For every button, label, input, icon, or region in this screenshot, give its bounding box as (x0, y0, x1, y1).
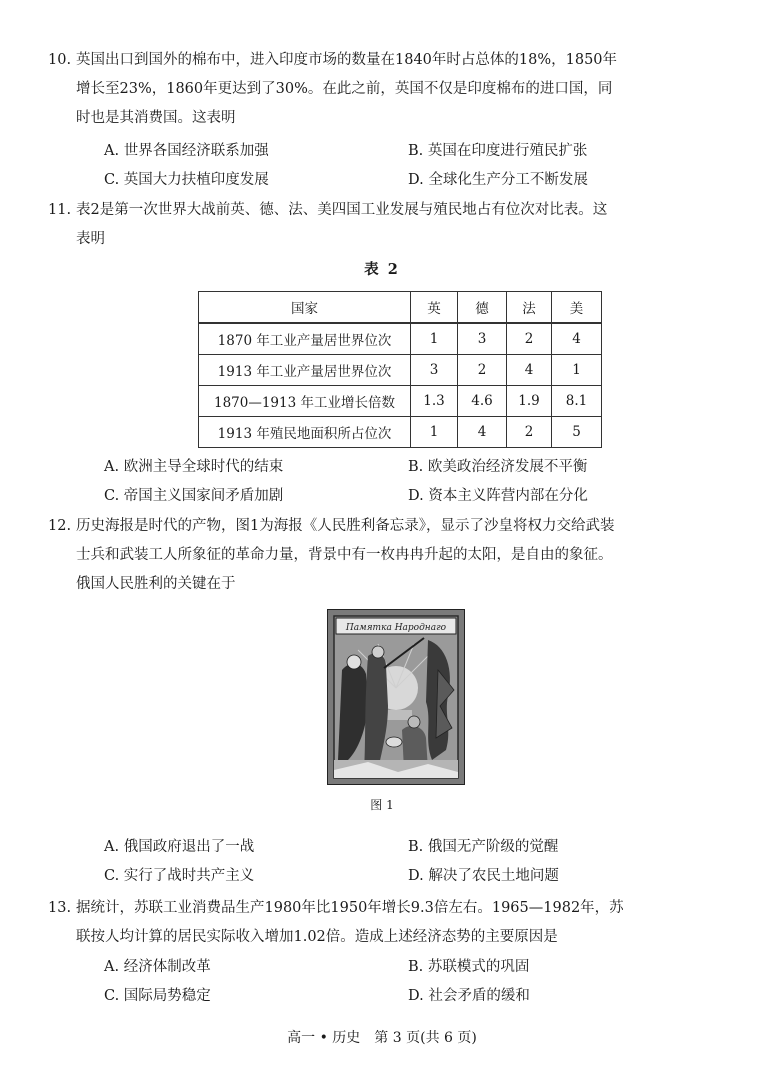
question-number: 10. (48, 52, 72, 68)
table-row (199, 323, 602, 355)
question-line: 历史海报是时代的产物，图1为海报《人民胜利备忘录》，显示了沙皇将权力交给武装 (76, 518, 615, 534)
table-row (199, 386, 602, 417)
table-header-cell: 法 (507, 292, 552, 324)
question-line: 增长至23%，1860年更达到了30%。在此之前，英国不仅是印度棉布的进口国，同 (76, 81, 613, 97)
option-c[interactable]: C. 英国大力扶植印度发展 (104, 172, 269, 188)
question-12 (48, 512, 716, 599)
table-cell: 3 (458, 323, 507, 355)
poster-banner-text: Памятка Народнаго (345, 623, 447, 633)
option-d[interactable]: D. 资本主义阵营内部在分化 (408, 488, 588, 504)
question-line: 据统计，苏联工业消费品生产1980年比1950年增长9.3倍左右。1965—1982年，苏 (76, 900, 624, 916)
question-11-options (104, 453, 704, 511)
option-a[interactable]: A. 欧洲主导全球时代的结束 (104, 459, 284, 475)
table-header-row (199, 292, 602, 324)
table-cell: 1.3 (411, 386, 458, 417)
table-cell: 1913 年殖民地面积所占位次 (199, 417, 411, 448)
table-cell: 1.9 (507, 386, 552, 417)
question-line: 表明 (76, 231, 105, 247)
question-10 (48, 46, 716, 133)
question-13 (48, 894, 716, 952)
question-12-options (104, 833, 704, 891)
question-line: 士兵和武装工人所象征的革命力量，背景中有一枚冉冉升起的太阳，是自由的象征。 (76, 547, 613, 563)
poster-image (327, 609, 465, 785)
question-number: 11. (48, 202, 72, 218)
option-c[interactable]: C. 实行了战时共产主义 (104, 868, 255, 884)
table-cell: 2 (458, 355, 507, 386)
table-cell: 1 (411, 323, 458, 355)
question-line: 英国出口到国外的棉布中，进入印度市场的数量在1840年时占总体的18%，1850年 (76, 52, 618, 68)
poster-illustration (328, 610, 464, 784)
table-header-cell: 英 (411, 292, 458, 324)
option-d[interactable]: D. 社会矛盾的缓和 (408, 988, 530, 1004)
table-cell: 1870 年工业产量居世界位次 (199, 323, 411, 355)
question-13-options (104, 953, 704, 1011)
option-a[interactable]: A. 世界各国经济联系加强 (104, 143, 269, 159)
question-line: 时也是其消费国。这表明 (76, 110, 236, 126)
question-number: 13. (48, 900, 72, 916)
table-cell: 4 (507, 355, 552, 386)
table-row (199, 355, 602, 386)
option-b[interactable]: B. 俄国无产阶级的觉醒 (408, 839, 559, 855)
question-line: 俄国人民胜利的关键在于 (76, 576, 236, 592)
question-line: 联按人均计算的居民实际收入增加1.02倍。造成上述经济态势的主要原因是 (76, 929, 558, 945)
question-line: 表2是第一次世界大战前英、德、法、美四国工业发展与殖民地占有位次对比表。这 (76, 202, 608, 218)
option-b[interactable]: B. 苏联模式的巩固 (408, 959, 530, 975)
option-c[interactable]: C. 国际局势稳定 (104, 988, 211, 1004)
figure-caption: 图 1 (370, 798, 394, 812)
option-a[interactable]: A. 经济体制改革 (104, 959, 211, 975)
option-b[interactable]: B. 欧美政治经济发展不平衡 (408, 459, 588, 475)
page-footer: 高一 • 历史 第 3 页(共 6 页) (287, 1030, 477, 1046)
table-cell: 1 (411, 417, 458, 448)
question-10-options (104, 137, 704, 195)
option-d[interactable]: D. 全球化生产分工不断发展 (408, 172, 588, 188)
table-cell: 1913 年工业产量居世界位次 (199, 355, 411, 386)
table-header-cell: 德 (458, 292, 507, 324)
table-row (199, 417, 602, 448)
comparison-table (198, 291, 602, 448)
table-header-cell: 美 (552, 292, 602, 324)
table-cell: 2 (507, 323, 552, 355)
option-a[interactable]: A. 俄国政府退出了一战 (104, 839, 255, 855)
table-title: 表 2 (364, 261, 400, 278)
table-cell: 4 (458, 417, 507, 448)
option-c[interactable]: C. 帝国主义国家间矛盾加剧 (104, 488, 284, 504)
question-number: 12. (48, 518, 72, 534)
table-cell: 1 (552, 355, 602, 386)
table-cell: 2 (507, 417, 552, 448)
table-cell: 8.1 (552, 386, 602, 417)
table-cell: 5 (552, 417, 602, 448)
option-b[interactable]: B. 英国在印度进行殖民扩张 (408, 143, 588, 159)
question-11 (48, 196, 716, 254)
table-cell: 4 (552, 323, 602, 355)
option-d[interactable]: D. 解决了农民土地问题 (408, 868, 559, 884)
table-cell: 1870—1913 年工业增长倍数 (199, 386, 411, 417)
table-cell: 4.6 (458, 386, 507, 417)
table-header-cell: 国家 (199, 292, 411, 324)
table-cell: 3 (411, 355, 458, 386)
